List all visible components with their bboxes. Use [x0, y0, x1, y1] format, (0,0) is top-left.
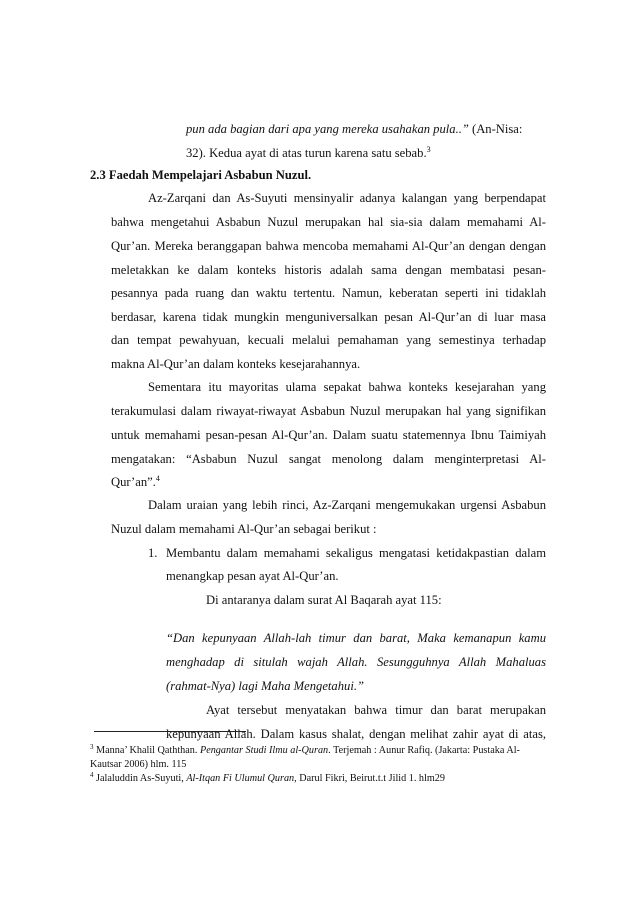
section-heading: 2.3 Faedah Mempelajari Asbabun Nuzul.: [90, 168, 312, 182]
footnote-4-number: 4: [90, 771, 94, 779]
para1-last-line: makna Al-Qur’an dalam konteks kesejarahannya.: [111, 357, 361, 371]
footnote-3: [90, 744, 520, 757]
verse-line: (rahmat-Nya) lagi Maha Mengetahui.”: [166, 679, 364, 693]
para1-line: Qur’an. Mereka beranggapan bahwa mencoba memahami Al-Qur’an dengan dengan: [111, 239, 546, 253]
surah-intro: Di antaranya dalam surat Al Baqarah ayat 115:: [206, 593, 442, 607]
list-item-number: 1.: [148, 546, 158, 560]
list-item-line: menangkap pesan ayat Al-Qur’an.: [166, 569, 339, 583]
para2-line: mengatakan: “Asbabun Nuzul sangat menolong dalam menginterpretasi Al-: [111, 452, 546, 466]
footnote-4-title: Al-Itqan Fi Ulumul Quran: [186, 773, 295, 784]
para1-line: pesannya pada ruang dan waktu tertentu. Namun, keberatan seperti ini tidaklah: [111, 286, 546, 300]
para1-line: dan tempat pewahyuan, kecuali melalui pemahaman yang semestinya terhadap: [111, 333, 546, 347]
after-verse-line: kepunyaan Allah. Dalam kasus shalat, dengan melihat zahir ayat di atas,: [166, 727, 546, 741]
para2-line: Sementara itu mayoritas ulama sepakat bahwa konteks kesejarahan yang: [148, 380, 546, 394]
footnote-ref-4: 4: [155, 474, 160, 483]
para3-last-line: Nuzul dalam memahami Al-Qur’an sebagai berikut :: [111, 522, 377, 536]
quote-italic: pun ada bagian dari apa yang mereka usahakan pula..”: [186, 122, 469, 136]
after-verse-line: Ayat tersebut menyatakan bahwa timur dan barat merupakan: [206, 703, 546, 717]
footnote-3-line2: Kautsar 2006) hlm. 115: [90, 759, 187, 770]
para3-line: Dalam uraian yang lebih rinci, Az-Zarqani mengemukakan urgensi Asbabun: [148, 498, 546, 512]
quote-line-2: [186, 145, 431, 161]
para1-line: berdasar, karena tidak mungkin menguniversalkan pesan Al-Qur’an di luar masa: [111, 310, 546, 324]
footnote-3-title: Pengantar Studi Ilmu al-Quran: [199, 745, 329, 756]
quote-reference: (An-Nisa:: [468, 122, 523, 136]
footnote-ref-3: 3: [426, 145, 431, 154]
para2-last-line: [111, 474, 160, 490]
footnote-4-rest: , Darul Fikri, Beirut.t.t Jilid 1. hlm29: [294, 773, 445, 784]
para2-last-text: Qur’an”.: [111, 475, 156, 489]
para1-line: bahwa mengetahui Asbabun Nuzul merupakan hal sia-sia dalam memahami Al-: [111, 215, 546, 229]
footnote-3-author: Manna’ Khalil Qaththan.: [93, 745, 200, 756]
verse-line: “Dan kepunyaan Allah-lah timur dan barat, Maka kemanapun kamu: [166, 631, 546, 645]
para1-line: meletakkan ke dalam konteks historis adalah sama dengan membatasi pesan-: [111, 263, 546, 277]
footnote-separator: [94, 731, 246, 732]
footnote-4-author: Jalaluddin As-Suyuti,: [93, 773, 187, 784]
footnote-3-number: 3: [90, 743, 94, 751]
list-item-line: Membantu dalam memahami sekaligus mengatasi ketidakpastian dalam: [166, 546, 546, 560]
para1-line: Az-Zarqani dan As-Suyuti mensinyalir adanya kalangan yang berpendapat: [148, 191, 546, 205]
footnote-3-rest: . Terjemah : Aunur Rafiq. (Jakarta: Pustaka Al-: [328, 745, 520, 756]
verse-line: menghadap di situlah wajah Allah. Sesungguhnya Allah Mahaluas: [166, 655, 546, 669]
quote-line-2-text: 32). Kedua ayat di atas turun karena satu sebab.: [186, 146, 427, 160]
para2-line: untuk memahami pesan-pesan Al-Qur’an. Dalam suatu statemennya Ibnu Taimiyah: [111, 428, 546, 442]
footnote-4: [90, 772, 445, 785]
para2-line: terakumulasi dalam riwayat-riwayat Asbabun Nuzul merupakan hal yang signifikan: [111, 404, 546, 418]
quote-line-1: [186, 121, 522, 137]
